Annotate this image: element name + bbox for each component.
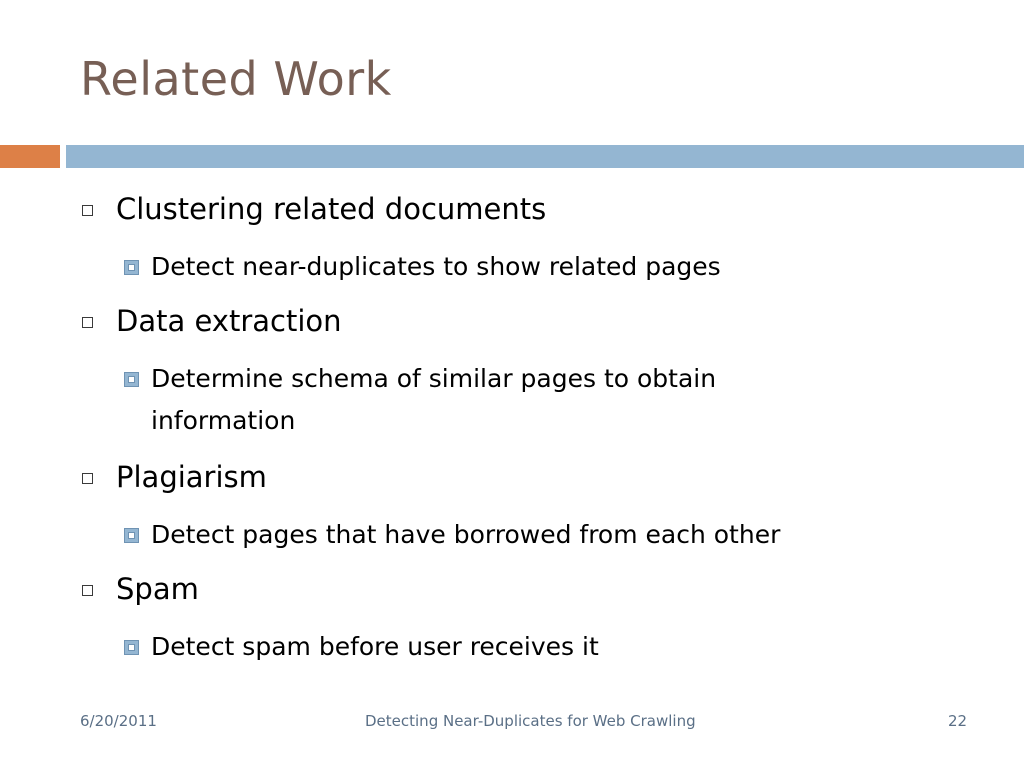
- footer-title: Detecting Near-Duplicates for Web Crawling: [365, 712, 696, 730]
- sub-bullet-text: Determine schema of similar pages to obtain information: [151, 364, 717, 435]
- hollow-square-bullet-icon: [82, 205, 93, 216]
- sub-bullet-text: Detect spam before user receives it: [151, 632, 599, 661]
- accent-bar: [0, 145, 60, 168]
- bullet-text: Clustering related documents: [116, 192, 547, 226]
- hollow-square-bullet-icon: [82, 473, 93, 484]
- hollow-square-bullet-icon: [82, 317, 93, 328]
- slide-title: Related Work: [80, 52, 392, 106]
- filled-square-bullet-icon: [124, 260, 139, 275]
- bullet-text: Data extraction: [116, 304, 342, 338]
- bullet-text: Plagiarism: [116, 460, 267, 494]
- bullet-text: Spam: [116, 572, 199, 606]
- sub-bullet-text: Detect near-duplicates to show related pages: [151, 252, 721, 281]
- filled-square-bullet-icon: [124, 528, 139, 543]
- sub-bullet-text: Detect pages that have borrowed from each other: [151, 520, 781, 549]
- hollow-square-bullet-icon: [82, 585, 93, 596]
- filled-square-bullet-icon: [124, 640, 139, 655]
- filled-square-bullet-icon: [124, 372, 139, 387]
- page-number: 22: [948, 712, 968, 730]
- title-underline-bar: [66, 145, 1024, 168]
- footer-date: 6/20/2011: [80, 712, 157, 730]
